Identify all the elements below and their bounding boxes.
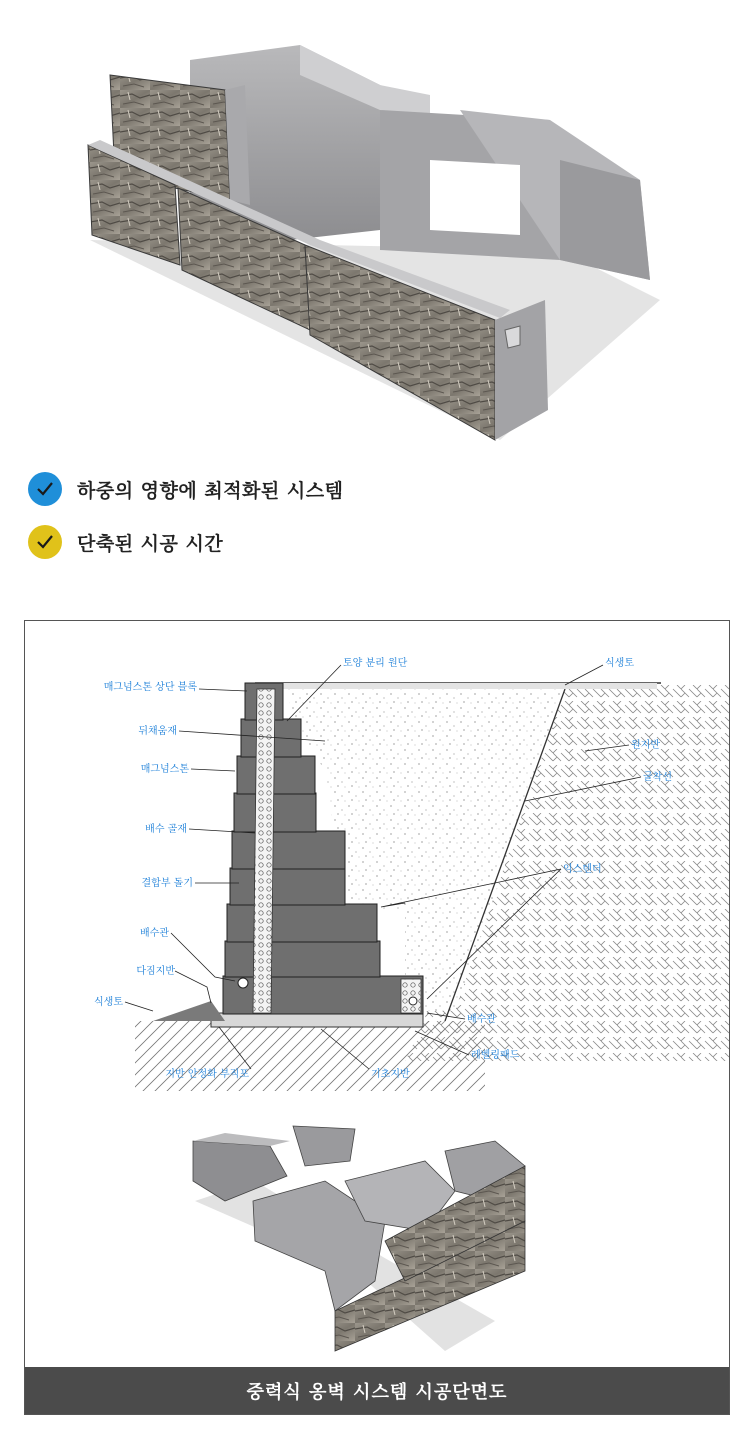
label-foundation: 기초지반 xyxy=(371,1069,410,1080)
block-course-7 xyxy=(237,756,315,794)
label-excavation-line: 굴착선 xyxy=(643,772,672,783)
label-native-ground: 원지반 xyxy=(631,740,660,751)
block-course-2 xyxy=(225,941,380,977)
block-course-5 xyxy=(232,831,345,869)
feature-item-1 xyxy=(28,472,343,506)
label-magnumstone: 매그넘스톤 xyxy=(140,764,189,775)
section-diagram-panel xyxy=(24,620,730,1415)
label-joint-protrusion: 결합부 돌기 xyxy=(141,878,193,889)
block-notch xyxy=(505,326,520,348)
label-extender: 익스텐더 xyxy=(563,864,602,875)
loose-block-2 xyxy=(293,1126,355,1166)
cross-section-drawing xyxy=(25,621,729,1366)
block-course-6 xyxy=(234,793,316,832)
feature-text: 단축된 시공 시간 xyxy=(77,532,224,555)
label-topsoil-right: 식생토 xyxy=(605,658,634,669)
leveling-pad xyxy=(211,1013,423,1027)
hero-wall-illustration xyxy=(0,0,750,450)
label-geotextile: 지반 안정화 부직포 xyxy=(165,1069,249,1080)
block-course-3 xyxy=(227,904,377,942)
wall-end-face xyxy=(495,300,548,440)
block-assembly-illustration xyxy=(193,1126,525,1351)
topsoil-layer xyxy=(257,683,657,689)
label-top-block: 매그넘스톤 상단 블록 xyxy=(103,682,197,693)
check-icon xyxy=(28,472,62,506)
feature-item-2 xyxy=(28,525,223,559)
block-course-4 xyxy=(230,868,345,905)
block-cavity xyxy=(430,160,520,235)
foundation-ground xyxy=(135,1021,485,1091)
feature-text: 하중의 영향에 최적화된 시스템 xyxy=(77,479,344,502)
label-backfill: 뒤채움재 xyxy=(138,726,177,737)
front-drain-pipe xyxy=(238,978,248,988)
front-topsoil xyxy=(153,1001,225,1021)
rear-drain-aggregate xyxy=(401,979,421,1013)
label-compacted-ground: 다짐지반 xyxy=(136,966,175,977)
caption-bar xyxy=(25,1367,729,1414)
label-drain-aggregate: 배수 골재 xyxy=(145,824,187,835)
diagram-caption: 중력식 옹벽 시스템 시공단면도 xyxy=(246,1381,508,1403)
label-drain-pipe-left: 배수관 xyxy=(140,928,169,939)
label-separation-fabric: 토양 분리 원단 xyxy=(343,658,408,669)
label-drain-pipe-right: 배수관 xyxy=(467,1014,496,1025)
label-leveling-pad: 레벨링패드 xyxy=(471,1050,520,1061)
check-icon xyxy=(28,525,62,559)
rear-drain-pipe xyxy=(409,997,417,1005)
label-topsoil-left: 식생토 xyxy=(94,997,123,1008)
